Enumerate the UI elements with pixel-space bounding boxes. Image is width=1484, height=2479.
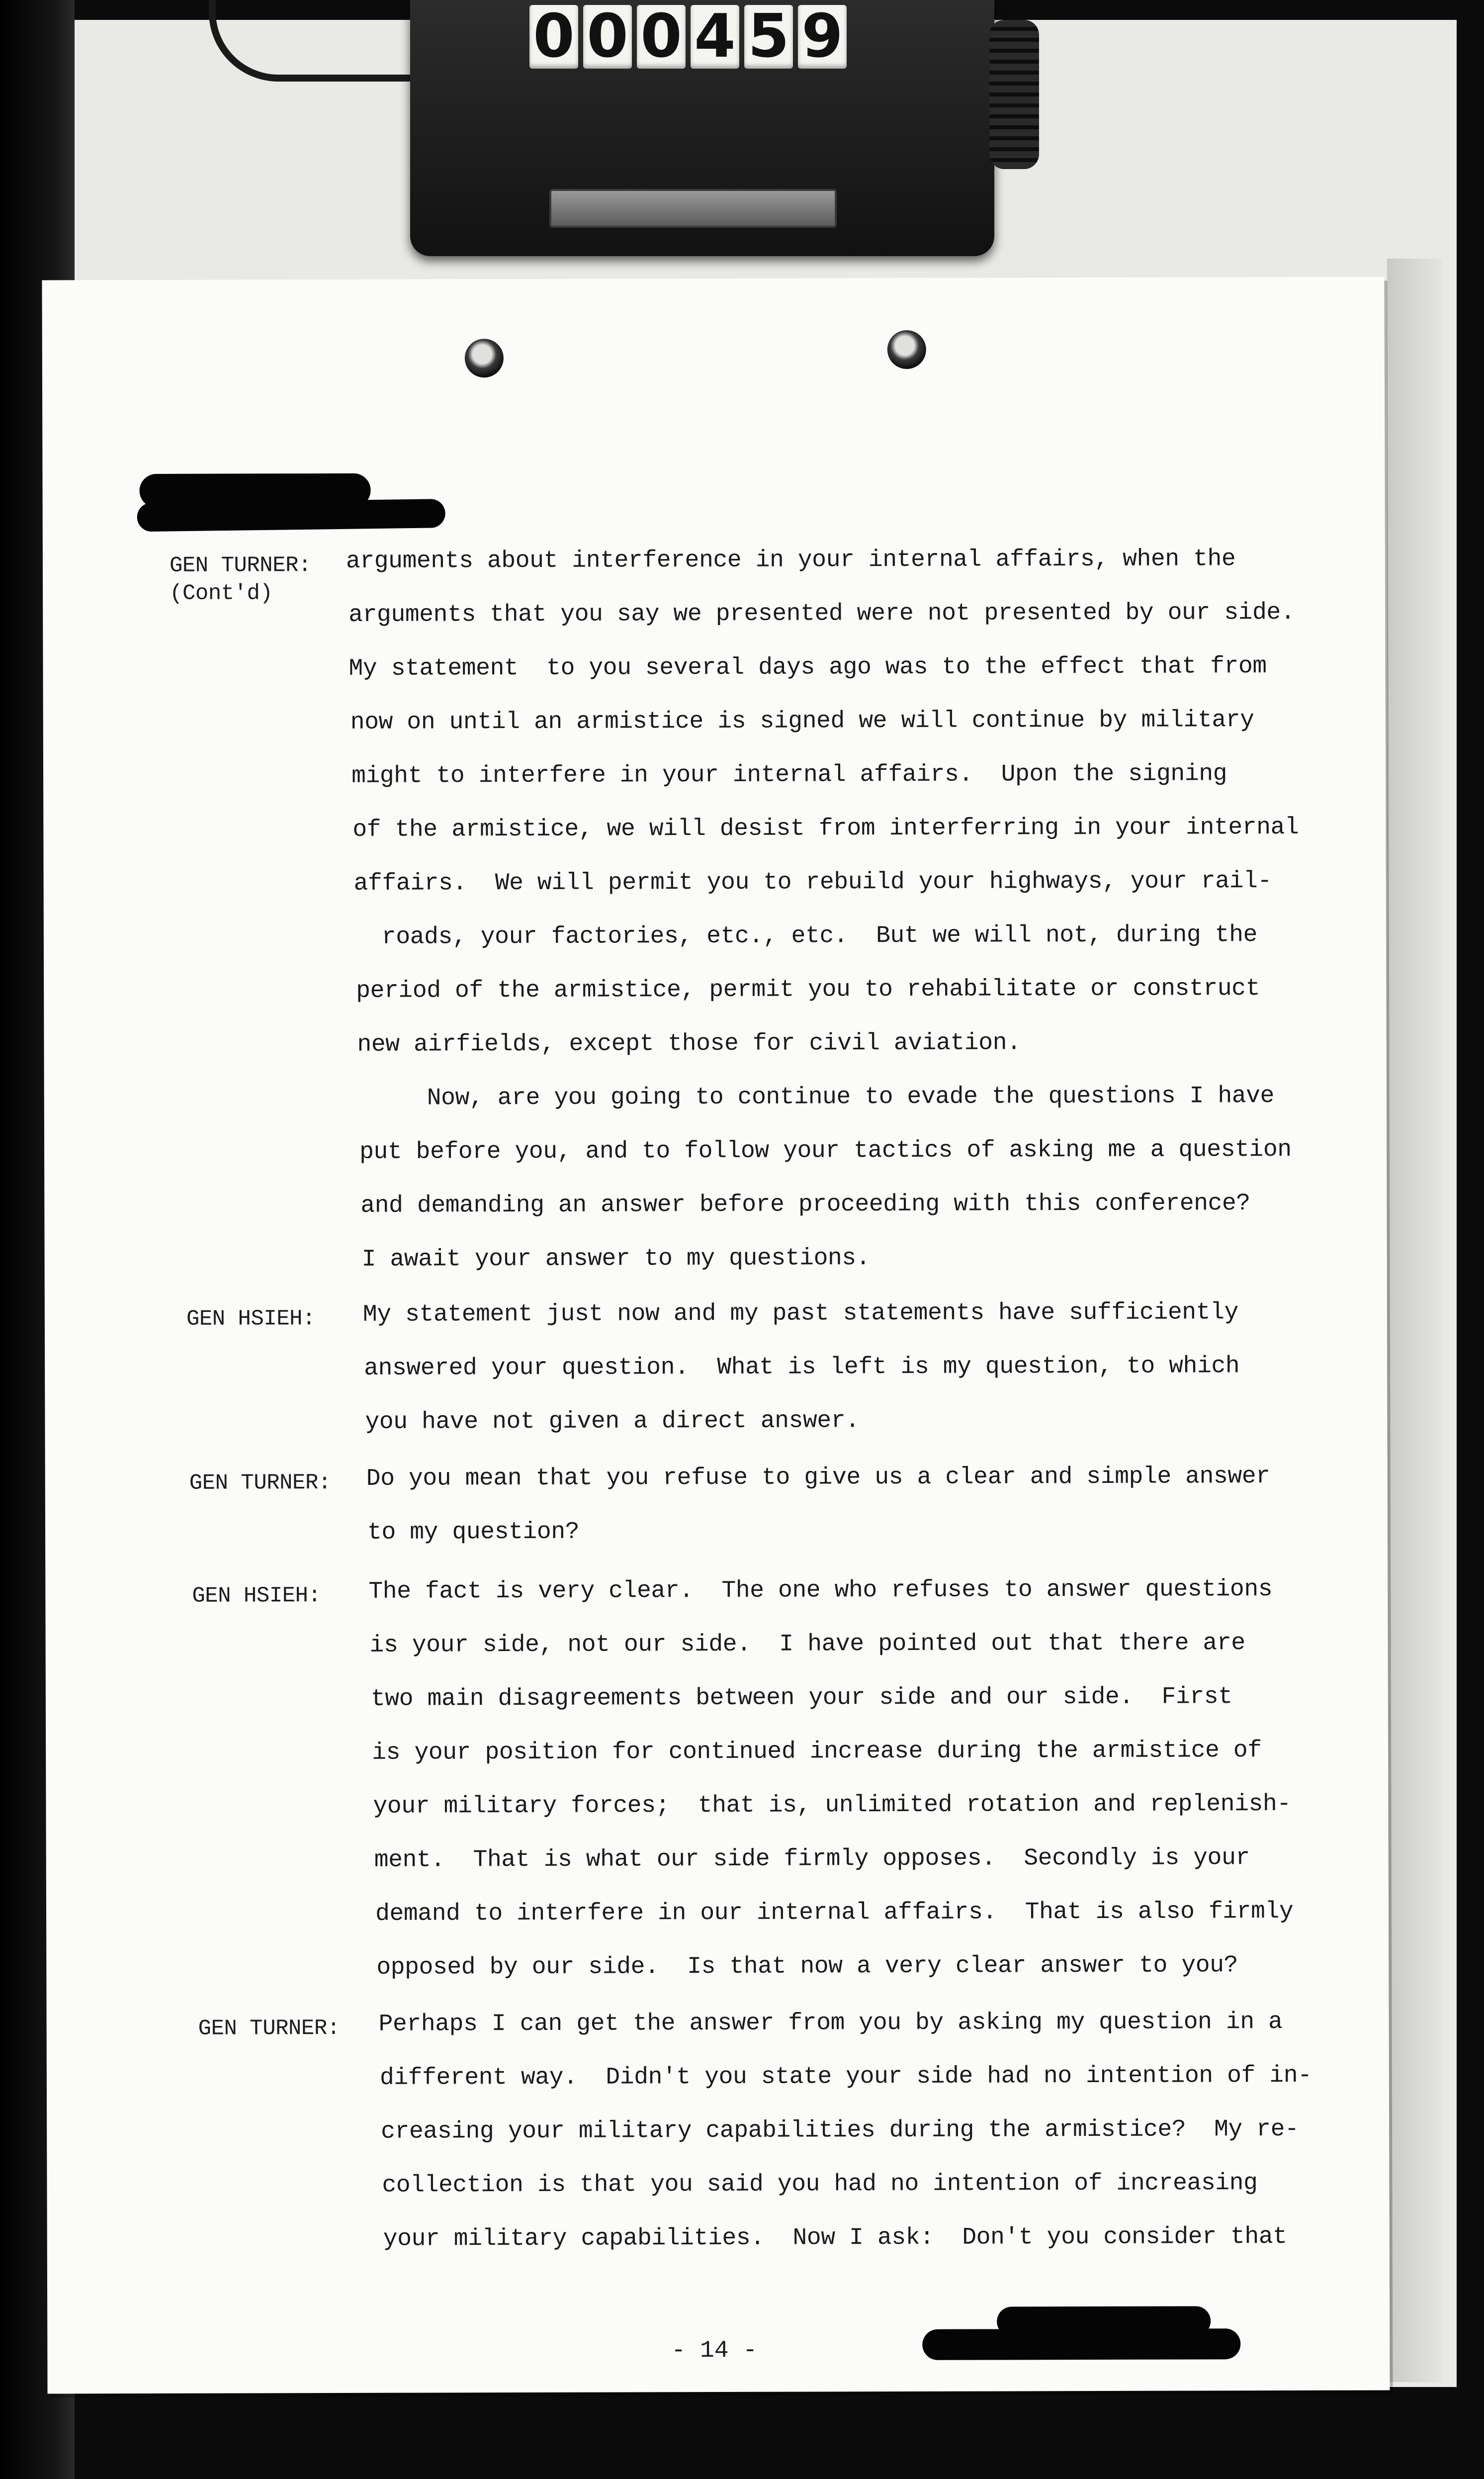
speaker-label: GEN HSIEH: (186, 1306, 316, 1332)
transcript-line: demand to interfere in our internal affairs. That is also firmly (375, 1898, 1294, 1928)
counter-cable (209, 0, 425, 82)
transcript-line: might to interfere in your internal affairs. Upon the signing (351, 760, 1227, 790)
transcript-line: Perhaps I can get the answer from you by asking my question in a (378, 2009, 1283, 2038)
speaker-label: GEN TURNER: (169, 553, 311, 578)
transcript-line: arguments that you say we presented were not presented by our side. (349, 599, 1295, 629)
transcript-line: and demanding an answer before proceeding with this conference? (360, 1190, 1250, 1219)
transcript-line: period of the armistice, permit you to rehabilitate or construct (356, 975, 1260, 1005)
transcript-line: ment. That is what our side firmly opposes. Secondly is your (374, 1844, 1250, 1874)
punch-hole (887, 330, 926, 369)
transcript-line: opposed by our side. Is that now a very clear answer to you? (376, 1952, 1238, 1981)
transcript-line: of the armistice, we will desist from interferring in your internal (352, 814, 1299, 843)
transcript-line: creasing your military capabilities during the armistice? My re- (381, 2115, 1299, 2145)
counter-digit: 4 (691, 5, 739, 69)
counter-digit: 0 (637, 5, 686, 69)
document-page (42, 276, 1390, 2393)
transcript-line: is your side, not our side. I have pointed out that there are (369, 1630, 1245, 1659)
transcript-line: roads, your factories, etc., etc. But we will not, during the (381, 921, 1258, 951)
speaker-label: GEN HSIEH: (192, 1583, 321, 1609)
transcript-line: two main disagreements between your side and our side. First (370, 1683, 1232, 1713)
transcript-line: The fact is very clear. The one who refuses to answer questions (368, 1576, 1273, 1605)
transcript-line: My statement just now and my past statements have sufficiently (362, 1299, 1239, 1328)
redaction-bar (922, 2328, 1240, 2360)
speaker-label: GEN TURNER: (189, 1470, 331, 1496)
counter-knob (989, 20, 1039, 169)
transcript-line: I await your answer to my questions. (361, 1245, 871, 1273)
counter-digit: 0 (529, 5, 578, 69)
counter-digit: 5 (744, 5, 793, 69)
transcript-line: is your position for continued increase during the armistice of (372, 1737, 1262, 1766)
page-number: - 14 - (671, 2337, 758, 2365)
punch-hole (465, 339, 504, 377)
transcript-line: you have not given a direct answer. (365, 1407, 860, 1436)
counter-digit: 0 (583, 5, 632, 69)
transcript-line: your military capabilities. Now I ask: Don't you consider that (383, 2223, 1287, 2253)
transcript-line: different way. Didn't you state your side had no intention of in- (379, 2062, 1312, 2092)
transcript-line: your military forces; that is, unlimited rotation and replenish- (373, 1790, 1291, 1820)
transcript-line: put before you, and to follow your tactics of asking me a question (359, 1136, 1292, 1166)
transcript-line: arguments about interference in your internal affairs, when the (346, 546, 1236, 575)
speaker-label: GEN TURNER: (198, 2016, 340, 2041)
transcript-line: to my question? (367, 1518, 580, 1546)
transcript-line: answered your question. What is left is my question, to which (364, 1353, 1240, 1382)
transcript-line: affairs. We will permit you to rebuild your highways, your rail- (353, 868, 1272, 897)
transcript-line: now on until an armistice is signed we will continue by military (350, 707, 1254, 736)
transcript-line: new airfields, except those for civil aviation. (357, 1029, 1021, 1058)
transcript-line: My statement to you several days ago was to the effect that from (349, 653, 1267, 682)
transcript-line: collection is that you said you had no intention of increasing (382, 2170, 1258, 2199)
page-edge-shadow (1387, 259, 1442, 2382)
counter-nameplate (549, 189, 837, 228)
frame-counter (410, 0, 994, 256)
redaction-bar (137, 499, 445, 532)
transcript-line: Now, are you going to continue to evade the questions I have (427, 1083, 1275, 1112)
speaker-continued-note: (Cont'd) (170, 581, 273, 606)
transcript-line: Do you mean that you refuse to give us a clear and simple answer (366, 1463, 1270, 1492)
counter-digits (529, 2, 847, 71)
counter-digit: 9 (798, 5, 847, 69)
